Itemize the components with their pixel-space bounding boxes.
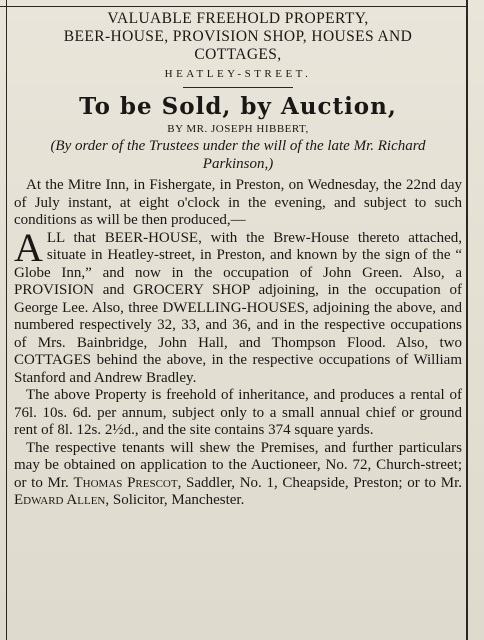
headline-line-3: COTTAGES, — [194, 46, 282, 63]
tenants-text-1: The respective tenants will shew the Premises, and further particulars may be obtained on application to the Auctioneer, No. 72, Church-street; or to Mr. — [14, 439, 462, 491]
auctioneer-name: BY MR. JOSEPH HIBBERT, — [167, 123, 309, 135]
headline-line-1: VALUABLE FREEHOLD PROPERTY, — [107, 10, 369, 27]
drop-cap: A — [14, 224, 43, 270]
venue-paragraph: At the Mitre Inn, in Fishergate, in Preston, on Wednesday, the 22nd day of July instant, at eight o'clock in the evening, and subject to such conditions as will be then produced,— — [14, 177, 462, 228]
headline-location: HEATLEY-STREET. — [164, 68, 312, 80]
tenants-paragraph — [14, 440, 462, 510]
trustees-order: (By order of the Trustees under the will of the late Mr. Richard Parkinson,) — [50, 138, 426, 172]
auction-title: To be Sold, by Auction, — [79, 93, 397, 120]
tenants-text-3: , Solicitor, Manchester. — [105, 492, 245, 508]
column-rule-left — [6, 0, 7, 640]
tenants-text-2: , Saddler, No. 1, Cheapside, Preston; or to Mr. — [177, 474, 463, 491]
auction-advertisement — [14, 10, 462, 510]
column-rule-right — [466, 0, 468, 640]
column-rule-top — [0, 6, 468, 7]
headline-line-2: BEER-HOUSE, PROVISION SHOP, HOUSES AND — [63, 28, 413, 45]
contact-name-1: Thomas Prescot — [73, 474, 178, 491]
divider-rule — [183, 87, 293, 88]
lot-text: LL that BEER-HOUSE, with the Brew-House thereto attached, situate in Heatley-street, in Preston, and known by the sign of the “ Globe Inn,” and now in the occupation of John Green. Also, a PROVISION and GROCERY SHOP adjoining, in the occupation of George Lee. Also, three DWELLING-HOUSES, adjoining the above, and numbered respectively 32, 33, and 36, and in the respective occupations of Mrs. Bainbridge, John Hall, and Thompson Flood. Also, two COTTAGES behind the above, in the respective occupations of William Stanford and Andrew Bradley. — [14, 229, 462, 386]
contact-name-2: Edward Allen — [14, 492, 106, 508]
lot-paragraph — [14, 224, 462, 388]
property-paragraph: The above Property is freehold of inheritance, and produces a rental of 76l. 10s. 6d. per annum, subject only to a small annual chief or ground rent of 8l. 12s. 2½d., and the site contains 374 square yards. — [14, 387, 462, 438]
